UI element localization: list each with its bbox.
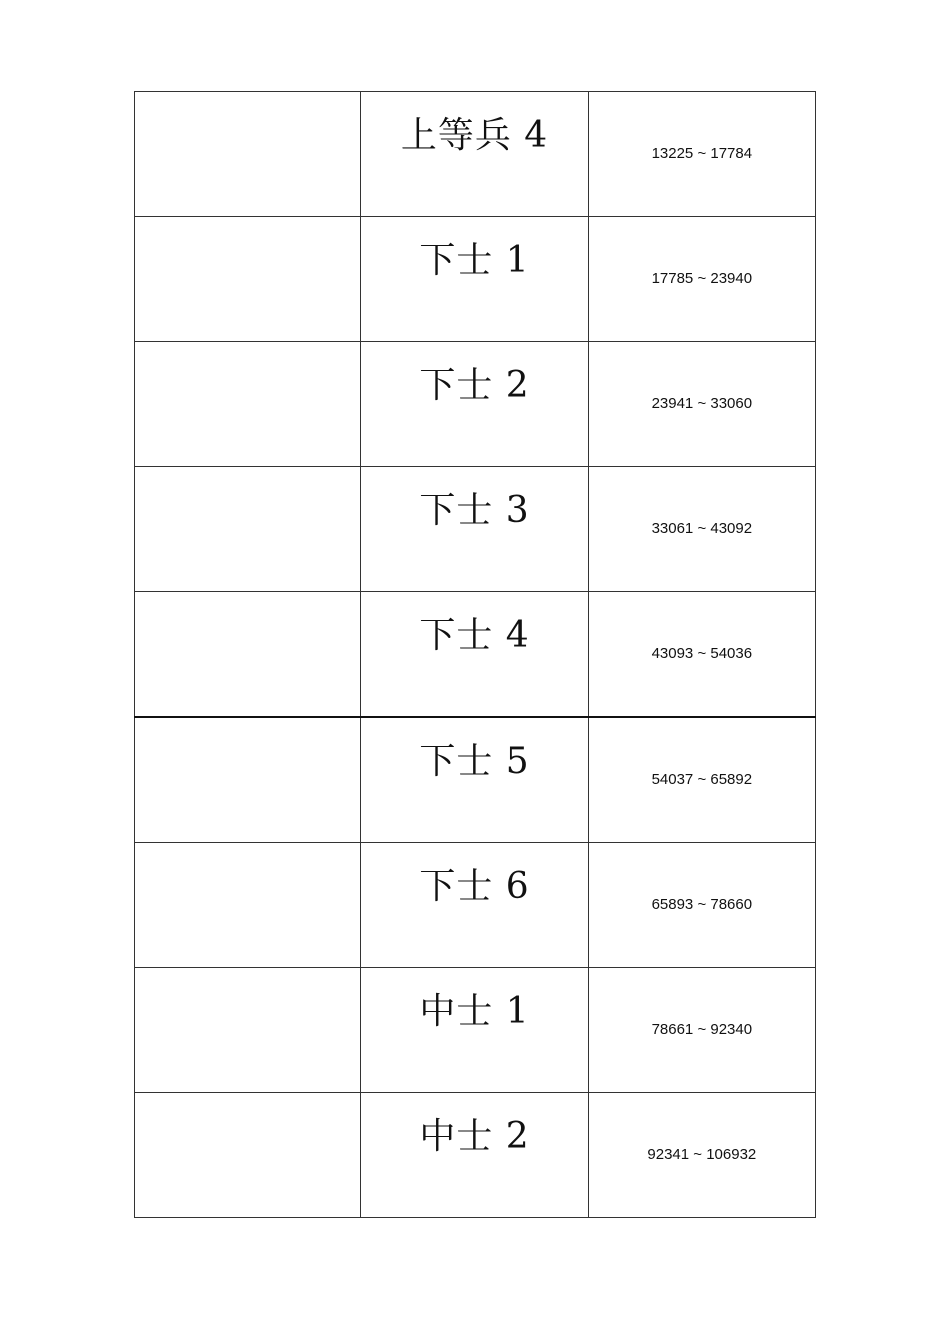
- rank-name: 下士 2: [419, 365, 530, 406]
- rank-cell: [361, 968, 588, 1093]
- rank-name: 下士 5: [419, 741, 530, 782]
- rank-cell: [361, 342, 588, 467]
- rank-name: 中士 2: [419, 1116, 530, 1157]
- blank-cell: [135, 843, 361, 968]
- blank-cell: [135, 592, 361, 718]
- range-value: 43093 ~ 54036: [651, 645, 753, 662]
- blank-cell: [135, 717, 361, 843]
- table-row: [135, 342, 816, 467]
- rank-cell: [361, 92, 588, 217]
- range-cell: [588, 342, 815, 467]
- range-value: 13225 ~ 17784: [651, 145, 753, 162]
- rank-name: 下士 6: [419, 866, 530, 907]
- range-cell: [588, 217, 815, 342]
- range-value: 54037 ~ 65892: [651, 771, 753, 788]
- table-row: [135, 1093, 816, 1218]
- rank-cell: [361, 843, 588, 968]
- rank-name: 上等兵 4: [400, 115, 549, 156]
- table-row: [135, 968, 816, 1093]
- rank-name: 下士 1: [419, 240, 530, 281]
- range-value: 23941 ~ 33060: [651, 395, 753, 412]
- range-value: 17785 ~ 23940: [651, 270, 753, 287]
- range-cell: [588, 843, 815, 968]
- rank-cell: [361, 1093, 588, 1218]
- table-row: [135, 217, 816, 342]
- blank-cell: [135, 342, 361, 467]
- table-row: [135, 843, 816, 968]
- blank-cell: [135, 467, 361, 592]
- range-cell: [588, 717, 815, 843]
- range-value: 92341 ~ 106932: [647, 1146, 757, 1163]
- range-cell: [588, 968, 815, 1093]
- range-cell: [588, 467, 815, 592]
- range-value: 33061 ~ 43092: [651, 520, 753, 537]
- blank-cell: [135, 1093, 361, 1218]
- rank-cell: [361, 592, 588, 718]
- table-row: [135, 592, 816, 718]
- rank-name: 下士 4: [419, 615, 530, 656]
- table-row: [135, 467, 816, 592]
- range-value: 78661 ~ 92340: [651, 1021, 753, 1038]
- range-cell: [588, 92, 815, 217]
- blank-cell: [135, 92, 361, 217]
- range-cell: [588, 592, 815, 718]
- blank-cell: [135, 968, 361, 1093]
- rank-cell: [361, 217, 588, 342]
- rank-cell: [361, 717, 588, 843]
- range-value: 65893 ~ 78660: [651, 896, 753, 913]
- table-row: [135, 717, 816, 843]
- range-cell: [588, 1093, 815, 1218]
- rank-cell: [361, 467, 588, 592]
- blank-cell: [135, 217, 361, 342]
- rank-table: [134, 91, 816, 1218]
- rank-name: 下士 3: [419, 490, 530, 531]
- rank-name: 中士 1: [419, 991, 530, 1032]
- table-row: [135, 92, 816, 217]
